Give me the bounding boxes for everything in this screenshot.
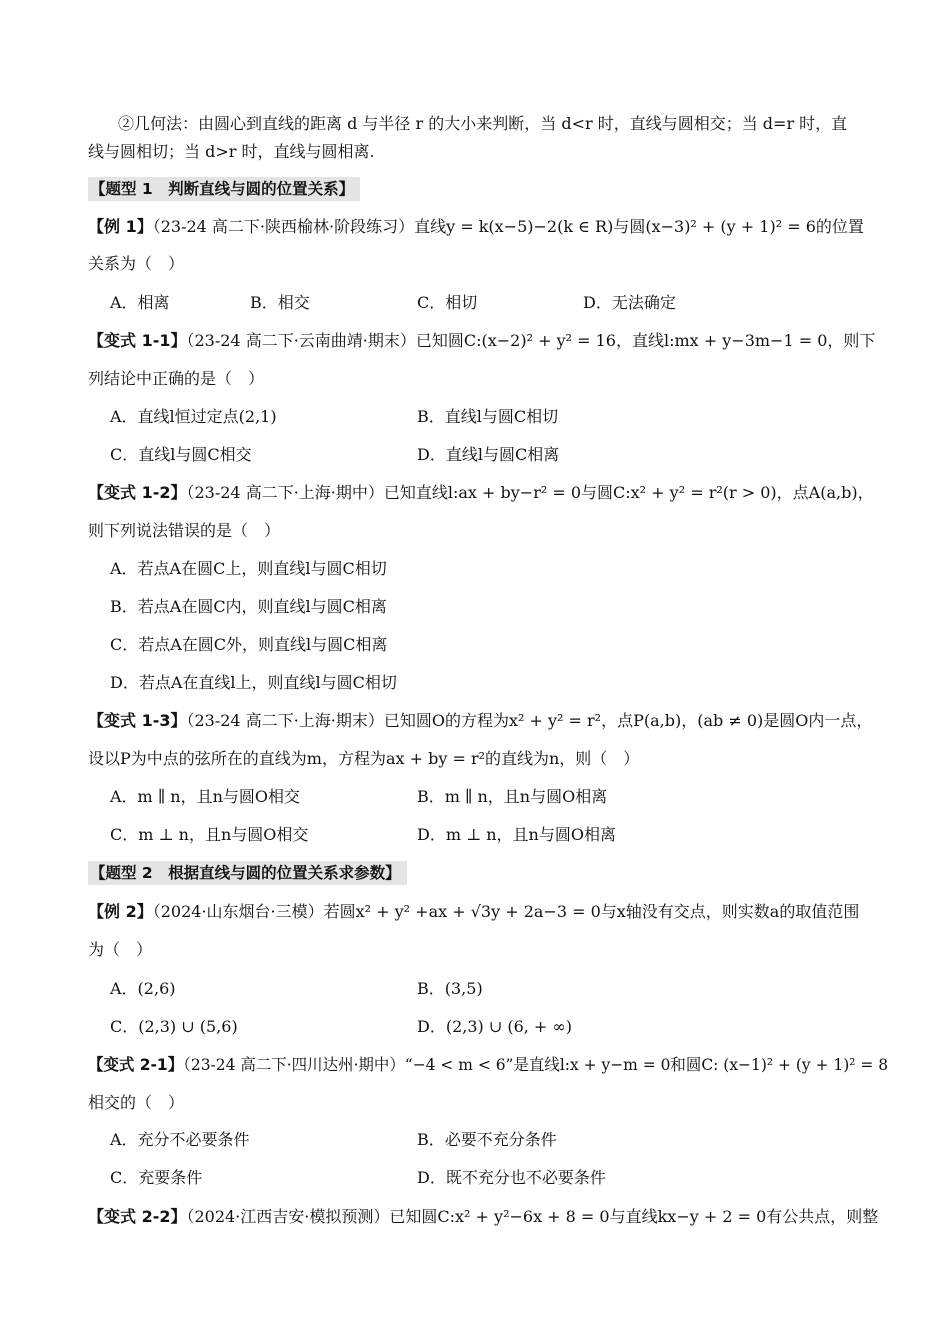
variant-1-1-option-b: B．直线l与圆C相切 xyxy=(417,407,559,426)
variant-1-1-text: （23-24 高二下·云南曲靖·期末）已知圆C:(x−2)² + y² = 16，直线l:mx + y−3m−1 = 0，则下 xyxy=(186,331,876,350)
variant-2-2-line-1 xyxy=(88,1205,878,1229)
example-1-option-b: B．相交 xyxy=(250,293,310,312)
section-1-title: 【题型 1 判断直线与圆的位置关系】 xyxy=(88,177,360,201)
example-1-line-2: 关系为（ ） xyxy=(88,254,185,273)
variant-1-1-option-c: C．直线l与圆C相交 xyxy=(110,445,252,464)
variant-1-2-option-b: B．若点A在圆C内，则直线l与圆C相离 xyxy=(110,597,387,616)
example-2-option-a: A．(2,6) xyxy=(110,979,176,998)
example-2-line-1 xyxy=(88,900,859,924)
example-2-label: 【例 2】 xyxy=(88,902,153,921)
example-1-option-a: A．相离 xyxy=(110,293,170,312)
variant-2-1-label: 【变式 2-1】 xyxy=(88,1055,184,1074)
example-2-option-d: D．(2,3) ∪ (6, + ∞) xyxy=(417,1017,572,1036)
example-1-option-c: C．相切 xyxy=(417,293,478,312)
variant-1-1-option-d: D．直线l与圆C相离 xyxy=(417,445,560,464)
variant-2-1-text: （23-24 高二下·四川达州·期中）“−4 < m < 6”是直线l:x + y−m = 0和圆C: (x−1)² + (y + 1)² = 8 xyxy=(183,1055,889,1074)
section-2-title: 【题型 2 根据直线与圆的位置关系求参数】 xyxy=(88,861,407,885)
example-2-text: （2024·山东烟台·三模）若圆x² + y² +ax + √3y + 2a−3 = 0与x轴没有交点，则实数a的取值范围 xyxy=(152,902,860,921)
variant-1-3-option-d: D．m ⊥ n，且n与圆O相离 xyxy=(417,825,616,844)
variant-2-2-text: （2024·江西吉安·模拟预测）已知圆C:x² + y²−6x + 8 = 0与直线kx−y + 2 = 0有公共点，则整 xyxy=(186,1207,879,1226)
variant-1-2-line-2: 则下列说法错误的是（ ） xyxy=(88,521,281,540)
variant-1-1-option-a: A．直线l恒过定点(2,1) xyxy=(110,407,277,426)
variant-1-2-option-a: A．若点A在圆C上，则直线l与圆C相切 xyxy=(110,559,387,578)
variant-2-1-option-b: B．必要不充分条件 xyxy=(417,1130,557,1149)
variant-1-3-option-c: C．m ⊥ n，且n与圆O相交 xyxy=(110,825,309,844)
variant-1-1-line-1 xyxy=(88,329,875,353)
variant-1-3-line-2: 设以P为中点的弦所在的直线为m，方程为ax + by = r²的直线为n，则（ ） xyxy=(88,749,640,768)
example-1-option-d: D．无法确定 xyxy=(583,293,676,312)
variant-1-1-label: 【变式 1-1】 xyxy=(88,331,187,350)
variant-1-3-text: （23-24 高二下·上海·期末）已知圆O的方程为x² + y² = r²，点P(a,b)，(ab ≠ 0)是圆O内一点， xyxy=(186,711,873,730)
intro-line-2: 线与圆相切；当 d>r 时，直线与圆相离. xyxy=(88,142,375,161)
example-1-line-1 xyxy=(88,215,864,239)
variant-2-2-label: 【变式 2-2】 xyxy=(88,1207,187,1226)
variant-1-3-label: 【变式 1-3】 xyxy=(88,711,187,730)
variant-1-1-line-2: 列结论中正确的是（ ） xyxy=(88,369,265,388)
variant-1-2-option-d: D．若点A在直线l上，则直线l与圆C相切 xyxy=(110,673,397,692)
example-1-label: 【例 1】 xyxy=(88,217,153,236)
example-1-text: （23-24 高二下·陕西榆林·阶段练习）直线y = k(x−5)−2(k ∈ R)与圆(x−3)² + (y + 1)² = 6的位置 xyxy=(152,217,864,236)
variant-1-3-option-a: A．m ∥ n，且n与圆O相交 xyxy=(110,787,301,806)
variant-2-1-line-1 xyxy=(88,1053,888,1077)
example-2-option-c: C．(2,3) ∪ (5,6) xyxy=(110,1017,238,1036)
example-2-line-2: 为（ ） xyxy=(88,940,153,959)
variant-1-2-line-1 xyxy=(88,481,874,505)
example-2-option-b: B．(3,5) xyxy=(417,979,483,998)
variant-1-2-label: 【变式 1-2】 xyxy=(88,483,187,502)
intro-line-1: ②几何法：由圆心到直线的距离 d 与半径 r 的大小来判断，当 d<r 时，直线与圆相交；当 d=r 时，直 xyxy=(118,114,848,133)
variant-2-1-option-d: D．既不充分也不必要条件 xyxy=(417,1168,606,1187)
variant-2-1-line-2: 相交的（ ） xyxy=(88,1093,185,1112)
variant-1-2-option-c: C．若点A在圆C外，则直线l与圆C相离 xyxy=(110,635,388,654)
variant-2-1-option-c: C．充要条件 xyxy=(110,1168,203,1187)
variant-1-2-text: （23-24 高二下·上海·期中）已知直线l:ax + by−r² = 0与圆C:x² + y² = r²(r > 0)，点A(a,b)， xyxy=(186,483,874,502)
variant-1-3-line-1 xyxy=(88,709,872,733)
variant-1-3-option-b: B．m ∥ n，且n与圆O相离 xyxy=(417,787,608,806)
variant-2-1-option-a: A．充分不必要条件 xyxy=(110,1130,250,1149)
